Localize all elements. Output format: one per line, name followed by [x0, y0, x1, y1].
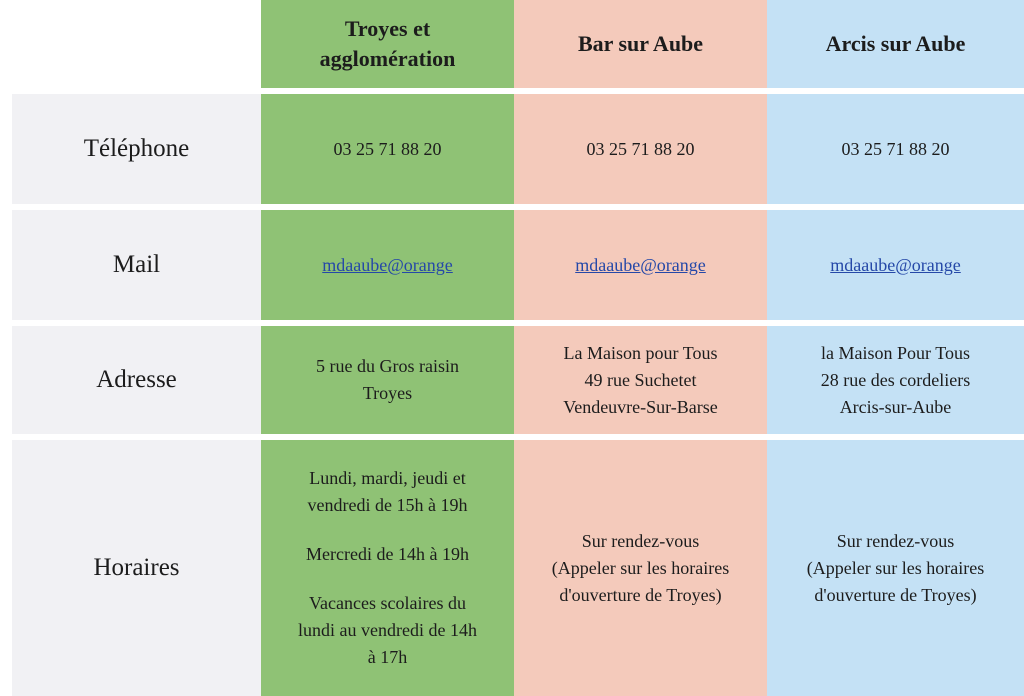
row-label-adresse: Adresse [12, 326, 261, 434]
mail-link-arcis-sur-aube[interactable]: mdaaube@orange [830, 254, 961, 275]
horaires-bar-line: d'ouverture de Troyes) [559, 584, 722, 605]
row-label-horaires: Horaires [12, 440, 261, 696]
adresse-arcis-sur-aube [767, 326, 1024, 434]
header-troyes [261, 0, 514, 88]
horaires-line: Lundi, mardi, jeudi et [309, 468, 466, 488]
adresse-bar-sur-aube [514, 326, 767, 434]
mail-link-bar-sur-aube[interactable]: mdaaube@orange [575, 254, 706, 275]
horaires-line: à 17h [367, 647, 408, 667]
header-arcis-sur-aube: Arcis sur Aube [767, 0, 1024, 88]
horaires-arcis-sur-aube [767, 440, 1024, 696]
horaires-troyes [261, 440, 514, 696]
horaires-arcis-line: Sur rendez-vous [836, 530, 955, 551]
horaires-bar-sur-aube [514, 440, 767, 696]
horaires-arcis-line: d'ouverture de Troyes) [814, 584, 977, 605]
adresse-arcis-line: la Maison Pour Tous [821, 342, 970, 363]
horaires-troyes-weekdays [308, 465, 468, 519]
header-troyes-line1: Troyes et [344, 16, 431, 41]
adresse-troyes-line: Troyes [362, 383, 413, 403]
mail-link-troyes[interactable]: mdaaube@orange [322, 254, 453, 275]
row-label-mail: Mail [12, 210, 261, 320]
horaires-bar-line: (Appeler sur les horaires [551, 557, 730, 578]
horaires-line: Vacances scolaires du [309, 593, 466, 613]
horaires-troyes-wednesday [306, 541, 469, 568]
horaires-bar-line: Sur rendez-vous [581, 530, 700, 551]
adresse-arcis-line: 28 rue des cordeliers [820, 369, 971, 390]
adresse-bar-line: Vendeuvre-Sur-Barse [563, 396, 718, 417]
telephone-bar-sur-aube: 03 25 71 88 20 [514, 94, 767, 204]
horaires-troyes-holidays [298, 590, 477, 671]
adresse-arcis-line: Arcis-sur-Aube [839, 396, 952, 417]
adresse-bar-line: La Maison pour Tous [563, 342, 718, 363]
row-label-telephone: Téléphone [12, 94, 261, 204]
horaires-arcis-line: (Appeler sur les horaires [806, 557, 985, 578]
horaires-line: vendredi de 15h à 19h [307, 495, 468, 515]
telephone-arcis-sur-aube: 03 25 71 88 20 [767, 94, 1024, 204]
header-bar-sur-aube: Bar sur Aube [514, 0, 767, 88]
adresse-bar-line: 49 rue Suchetet [584, 369, 697, 390]
telephone-troyes: 03 25 71 88 20 [261, 94, 514, 204]
table-corner [0, 0, 261, 88]
mail-troyes-cell [261, 210, 514, 320]
mail-bar-sur-aube-cell [514, 210, 767, 320]
header-troyes-line2: agglomération [319, 46, 456, 71]
horaires-line: Mercredi de 14h à 19h [306, 544, 469, 564]
mail-arcis-sur-aube-cell [767, 210, 1024, 320]
horaires-line: lundi au vendredi de 14h [298, 620, 477, 640]
adresse-troyes [261, 326, 514, 434]
adresse-troyes-line: 5 rue du Gros raisin [316, 356, 459, 376]
